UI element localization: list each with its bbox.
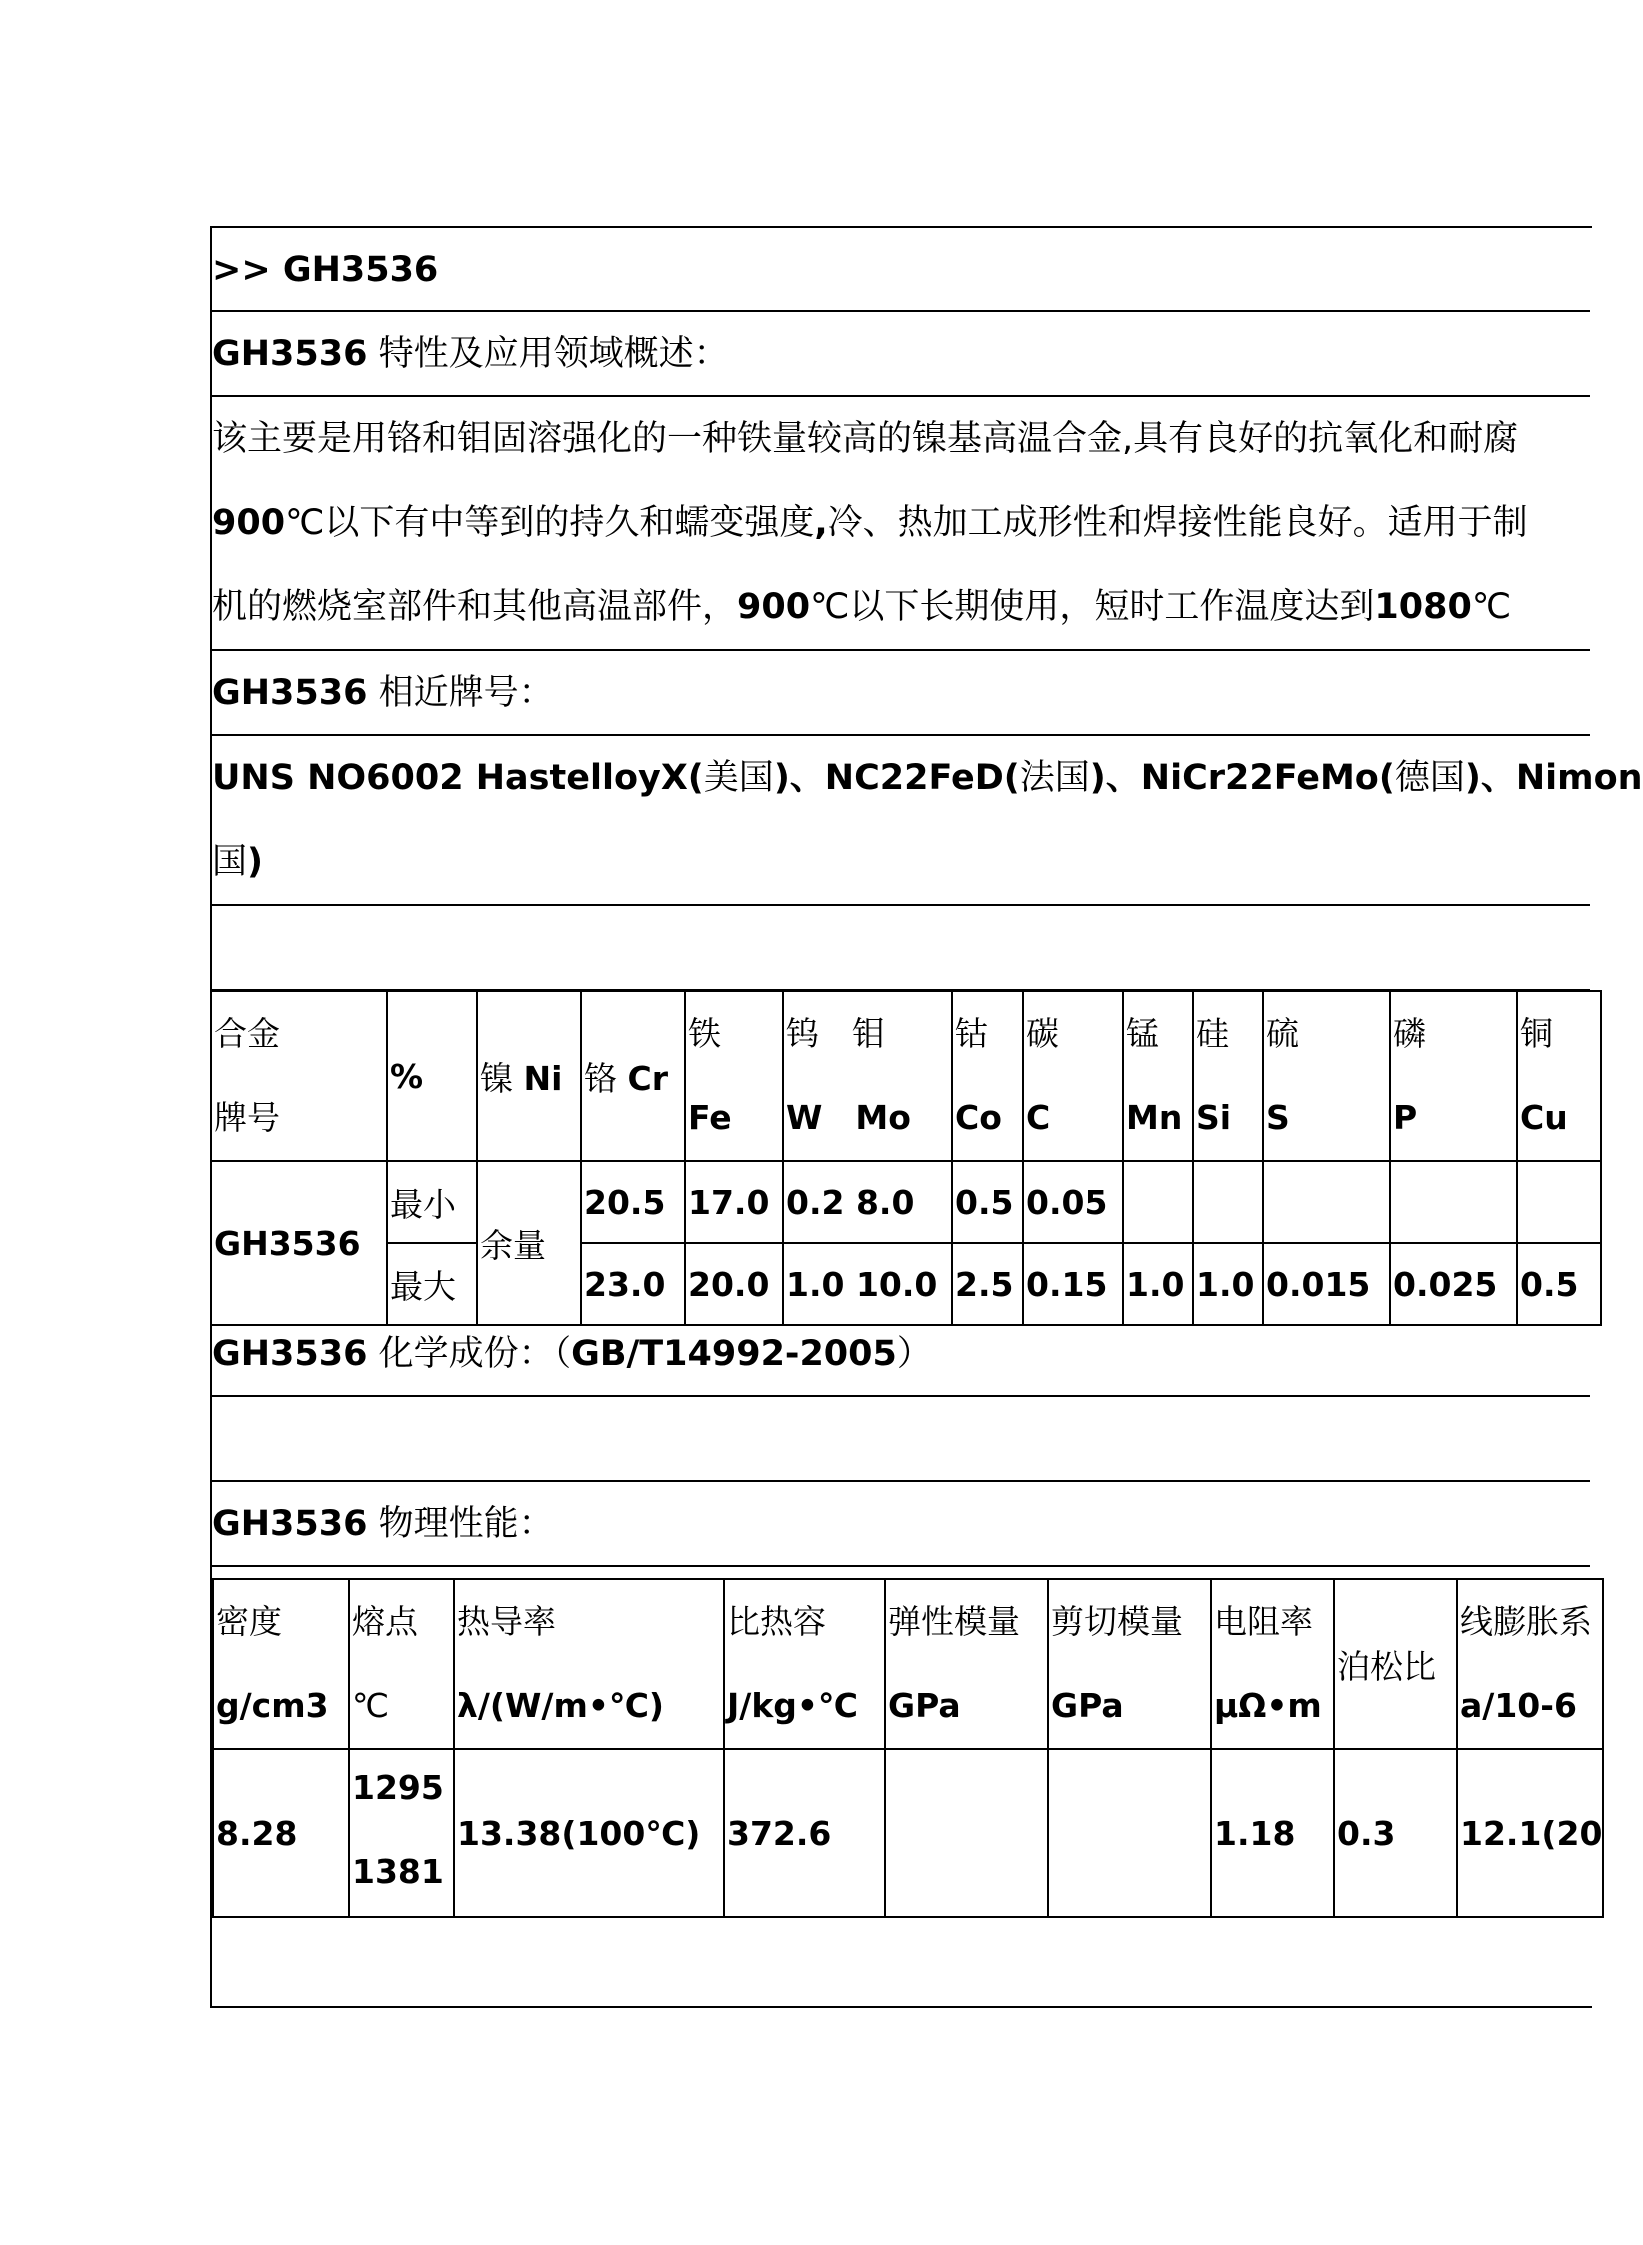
col-header-w-mo: 钨 钼 W Mo — [783, 991, 952, 1161]
chem-header-row — [211, 991, 1601, 1161]
value-shear — [1048, 1749, 1211, 1917]
value-resistivity: 1.18 — [1211, 1749, 1334, 1917]
similar-body-row — [210, 736, 1643, 906]
min-si — [1193, 1161, 1263, 1243]
col-header-si: 硅 Si — [1193, 991, 1263, 1161]
col-header-ni: 镍 Ni — [477, 991, 581, 1161]
value-specific-heat: 372.6 — [724, 1749, 885, 1917]
value-poisson: 0.3 — [1334, 1749, 1457, 1917]
value-expansion: 12.1(20 — [1457, 1749, 1603, 1917]
col-header-co: 钴 Co — [952, 991, 1023, 1161]
min-co: 0.5 — [952, 1161, 1023, 1243]
overview-line-3: 机的燃烧室部件和其他高温部件，900℃以下长期使用，短时工作温度达到1080℃ — [212, 587, 1512, 627]
similar-line-2: 国) — [212, 842, 264, 882]
value-conductivity: 13.38(100℃) — [454, 1749, 724, 1917]
min-c: 0.05 — [1023, 1161, 1123, 1243]
col-header-shear: 剪切模量 GPa — [1048, 1579, 1211, 1749]
min-w-mo: 0.2 8.0 — [783, 1161, 952, 1243]
col-header-density: 密度 g/cm3 — [213, 1579, 349, 1749]
min-label: 最小 — [387, 1161, 477, 1243]
col-header-poisson: 泊松比 — [1334, 1579, 1457, 1749]
value-melting: 1295 1381 — [349, 1749, 454, 1917]
col-header-alloy: 合金 牌号 — [211, 991, 387, 1161]
col-header-resistivity: 电阻率 μΩ•m — [1211, 1579, 1334, 1749]
max-c: 0.15 — [1023, 1243, 1123, 1325]
overview-heading: GH3536 特性及应用领域概述： — [212, 334, 729, 374]
chemical-composition-table — [210, 990, 1602, 1326]
physical-heading-row — [210, 1482, 1590, 1567]
overview-heading-row — [210, 312, 1590, 397]
chem-row-min — [211, 1161, 1601, 1243]
min-fe: 17.0 — [685, 1161, 783, 1243]
alloy-name-cell: GH3536 — [211, 1161, 387, 1325]
title-row — [210, 226, 1590, 312]
physical-header-row — [213, 1579, 1603, 1749]
min-cu — [1517, 1161, 1601, 1243]
col-header-conductivity: 热导率 λ/(W/m•℃) — [454, 1579, 724, 1749]
col-header-cr: 铬 Cr — [581, 991, 685, 1161]
max-s: 0.015 — [1263, 1243, 1390, 1325]
col-header-s: 硫 S — [1263, 991, 1390, 1161]
empty-row-3 — [210, 1920, 1590, 2003]
max-cr: 23.0 — [581, 1243, 685, 1325]
col-header-mn: 锰 Mn — [1123, 991, 1193, 1161]
ni-balance-cell: 余量 — [477, 1161, 581, 1325]
value-density: 8.28 — [213, 1749, 349, 1917]
value-elastic — [885, 1749, 1048, 1917]
min-p — [1390, 1161, 1517, 1243]
similar-heading-row — [210, 651, 1590, 736]
col-header-p: 磷 P — [1390, 991, 1517, 1161]
physical-properties-table — [212, 1578, 1604, 1918]
max-mn: 1.0 — [1123, 1243, 1193, 1325]
min-mn — [1123, 1161, 1193, 1243]
col-header-elastic: 弹性模量 GPa — [885, 1579, 1048, 1749]
physical-values-row — [213, 1749, 1603, 1917]
max-cu: 0.5 — [1517, 1243, 1601, 1325]
col-header-c: 碳 C — [1023, 991, 1123, 1161]
col-header-melting: 熔点 ℃ — [349, 1579, 454, 1749]
col-header-specific-heat: 比热容 J/kg•℃ — [724, 1579, 885, 1749]
max-p: 0.025 — [1390, 1243, 1517, 1325]
empty-row-2 — [210, 1397, 1590, 1482]
empty-row-1 — [210, 906, 1590, 991]
col-header-cu: 铜 Cu — [1517, 991, 1601, 1161]
min-cr: 20.5 — [581, 1161, 685, 1243]
col-header-percent: % — [387, 991, 477, 1161]
col-header-expansion: 线膨胀系 a/10-6 — [1457, 1579, 1603, 1749]
max-label: 最大 — [387, 1243, 477, 1325]
document-page — [210, 226, 1643, 2005]
max-co: 2.5 — [952, 1243, 1023, 1325]
overview-line-2: 900℃以下有中等到的持久和蠕变强度,冷、热加工成形性和焊接性能良好。适用于制 — [212, 503, 1528, 543]
max-fe: 20.0 — [685, 1243, 783, 1325]
physical-heading: GH3536 物理性能： — [212, 1504, 554, 1544]
min-s — [1263, 1161, 1390, 1243]
chem-caption: GH3536 化学成份：（GB/T14992-2005） — [212, 1334, 932, 1374]
max-si: 1.0 — [1193, 1243, 1263, 1325]
similar-heading: GH3536 相近牌号： — [212, 673, 554, 713]
overview-body-row — [210, 397, 1590, 651]
max-w-mo: 1.0 10.0 — [783, 1243, 952, 1325]
page-title: >> GH3536 — [212, 250, 439, 290]
overview-line-1: 该主要是用铬和钼固溶强化的一种铁量较高的镍基高温合金,具有良好的抗氧化和耐腐 — [212, 419, 1519, 459]
col-header-fe: 铁 Fe — [685, 991, 783, 1161]
chem-caption-row — [210, 1312, 1590, 1397]
similar-line-1: UNS NO6002 HastelloyX(美国)、NC22FeD(法国)、NiCr22FeMo(德国)、Nimon — [212, 758, 1643, 798]
